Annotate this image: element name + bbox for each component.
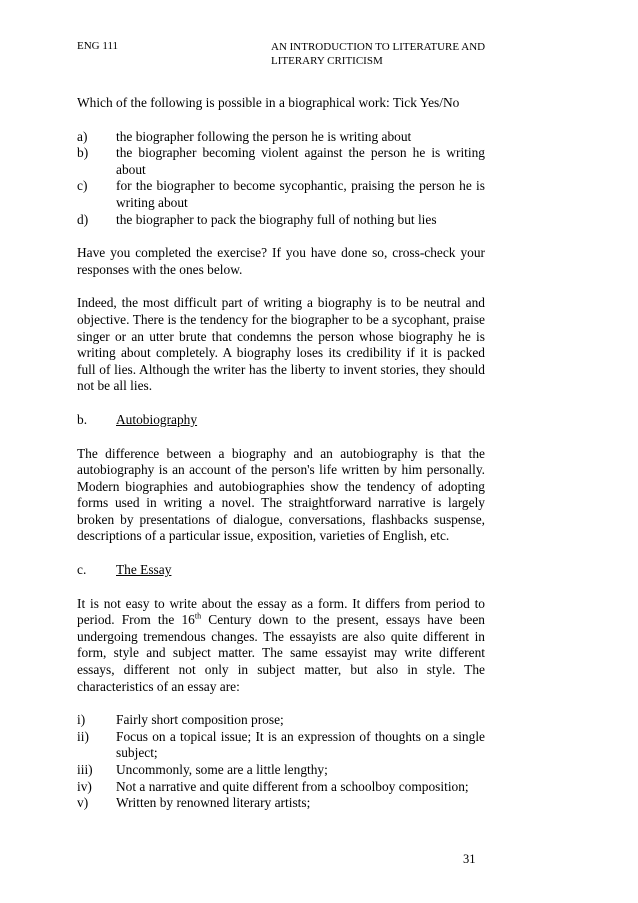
section-heading-autobiography [77,412,485,429]
list-item [77,145,485,178]
list-item-text: Written by renowned literary artists; [116,795,311,811]
list-item-text: the biographer following the person he is writing about [116,128,412,144]
exercise-options [77,129,485,229]
list-item-text: Uncommonly, some are a little lengthy; [116,762,328,777]
list-item-text: Not a narrative and quite different from a schoolboy composition; [116,778,469,794]
paragraph-autobiography: The difference between a biography and an autobiography is that the autobiography is an account of the person's life written by him personally. Modern biographies and autobiographies show the tendency of adopting forms used in writing a novel. The straightforward narrative is largely broken by presentations of dialogue, conversations, flashbacks suspense, descriptions of a particular issue, exposition, varieties of English, etc. [77,445,485,544]
paragraph-completed: Have you completed the exercise? If you have done so, cross-check your responses with the ones below. [77,245,485,277]
running-title [271,40,485,68]
list-item [77,762,485,779]
ordinal-suffix: th [194,611,202,621]
section-title: Autobiography [116,411,198,427]
list-item-label: iii) [77,762,93,777]
list-item-label: ii) [77,728,89,744]
list-item-label: v) [77,795,89,811]
running-title-line-1: AN INTRODUCTION TO LITERATURE AND [271,41,486,53]
list-item-text: Fairly short composition prose; [116,712,284,728]
list-item [77,729,485,762]
running-title-line-2: LITERARY CRITICISM [271,55,383,67]
course-code: ENG 111 [77,40,119,52]
essay-characteristics [77,712,485,812]
list-item [77,178,485,211]
list-item-text: the biographer becoming violent against the person he is writing about [116,145,485,177]
paragraph-essay-text-end: Century down to the present, essays have been undergoing tremendous changes. The essayists are also quite different in form, style and subject matter. The same essayist may write different essays, different not only in subject matter, but also in style. The characteristics of an essay are: [77,612,485,694]
section-label: b. [77,411,88,427]
paragraph-neutrality: Indeed, the most difficult part of writing a biography is to be neutral and objective. There is the tendency for the biographer to be a sycophant, praise singer or an utter brute that condemns the person whose biography he is writing about completely. A biography loses its credibility if it is packed full of lies. Although the writer has the liberty to invent stories, they should not be all lies. [77,295,485,394]
list-item-label: iv) [77,778,92,794]
section-label: c. [77,562,87,578]
list-item-label: a) [77,128,88,144]
list-item [77,795,485,812]
page-body [77,95,485,829]
section-heading-essay [77,562,485,579]
list-item [77,129,485,146]
list-item [77,212,485,229]
list-item-label: i) [77,712,86,728]
list-item-text: Focus on a topical issue; It is an expression of thoughts on a single subject; [116,728,485,761]
exercise-question: Which of the following is possible in a biographical work: Tick Yes/No [77,95,460,110]
list-item-label: d) [77,211,89,227]
list-item-text: for the biographer to become sycophantic, praising the person he is writing about [116,178,485,210]
list-item [77,712,485,729]
list-item-text: the biographer to pack the biography full of nothing but lies [116,211,437,227]
page-number: 31 [463,852,476,866]
list-item [77,779,485,796]
paragraph-essay [77,596,485,696]
section-title: The Essay [116,562,172,578]
list-item-label: b) [77,145,89,161]
paragraph-essay-text-start: It is not easy to write about the essay as a form. It differs from period to period. From the 16 [77,595,485,628]
list-item-label: c) [77,178,88,194]
